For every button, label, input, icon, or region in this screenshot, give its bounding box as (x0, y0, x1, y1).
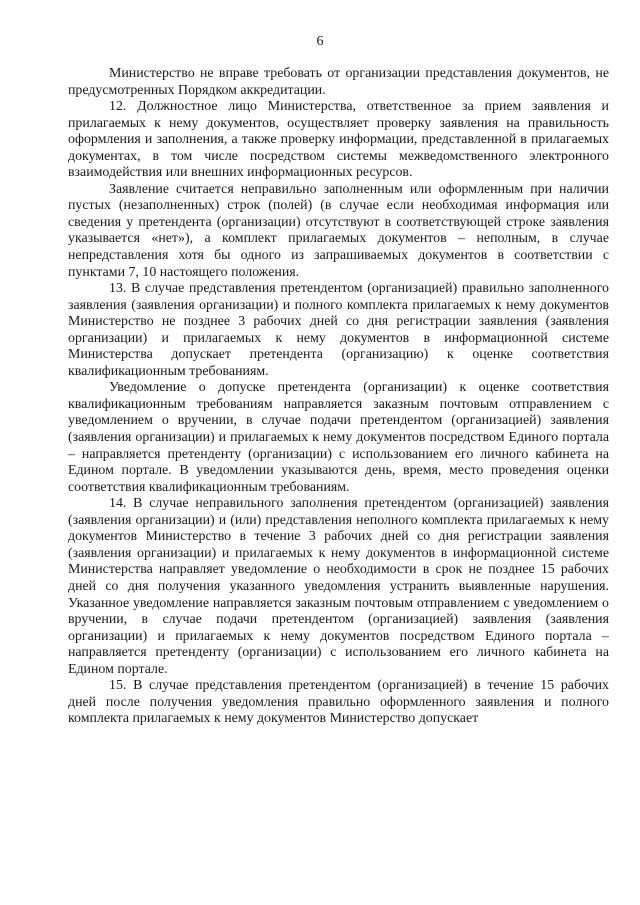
page-number: 6 (316, 34, 324, 49)
document-body (68, 66, 609, 728)
paragraph-13-admission: 13. В случае представления претендентом (организацией) правильно заполненного заявления (заявления организации) и полного комплекта прилагаемых к нему документов Министерство не позднее 3 рабочих дней со дня регистрации заявления (заявления организации) и прилагаемых к нему документов в информационной системе Министерства допускает претендента (организацию) к оценке соответствия квалификационным требованиям. (68, 281, 609, 379)
paragraph-14-incorrect-filing: 14. В случае неправильного заполнения претендентом (организацией) заявления (заявления организации) и (или) представления неполного комплекта прилагаемых к нему документов Министерство в течение 3 рабочих дней со дня регистрации заявления (заявления организации) и прилагаемых к нему документов в информационной системе Министерства направляет уведомление о необходимости в срок не позднее 15 рабочих дней со дня получения указанного уведомления устранить выявленные нарушения. Указанное уведомление направляется заказным почтовым отправлением с уведомлением о вручении, в случае подачи претендентом (организацией) заявления (заявления организации) и прилагаемых к нему документов посредством Единого портала – направляется претенденту (организации) с использованием его личного кабинета на Едином портале. (68, 496, 609, 677)
paragraph-ministry-requirements: Министерство не вправе требовать от организации представления документов, не предусмотренных Порядком аккредитации. (68, 66, 609, 98)
paragraph-12-verification: 12. Должностное лицо Министерства, ответственное за прием заявления и прилагаемых к нему документов, осуществляет проверку заявления на правильность оформления и заполнения, а также проверку информации, представленной в прилагаемых документах, в том числе посредством системы межведомственного электронного взаимодействия или внешних информационных ресурсов. (68, 99, 609, 181)
paragraph-admission-notice: Уведомление о допуске претендента (организации) к оценке соответствия квалификационным требованиям направляется заказным почтовым отправлением с уведомлением о вручении, в случае подачи претендентом (организацией) заявления (заявления организации) и прилагаемых к нему документов посредством Единого портала – направляется претенденту (организации) с использованием его личного кабинета на Едином портале. В уведомлении указываются день, время, место проведения оценки соответствия квалификационным требованиям. (68, 380, 609, 495)
paragraph-15-resubmission: 15. В случае представления претендентом (организацией) в течение 15 рабочих дней после получения уведомления правильно оформленного заявления и полного комплекта прилагаемых к нему документов Министерство допускает (68, 678, 609, 727)
paragraph-incorrect-application: Заявление считается неправильно заполненным или оформленным при наличии пустых (незаполненных) строк (полей) (в случае если необходимая информация или сведения у претендента (организации) отсутствуют в соответствующей строке заявления указывается «нет»), а комплект прилагаемых документов – неполным, в случае непредставления хотя бы одного из запрашиваемых документов в соответствии с пунктами 7, 10 настоящего положения. (68, 181, 609, 280)
